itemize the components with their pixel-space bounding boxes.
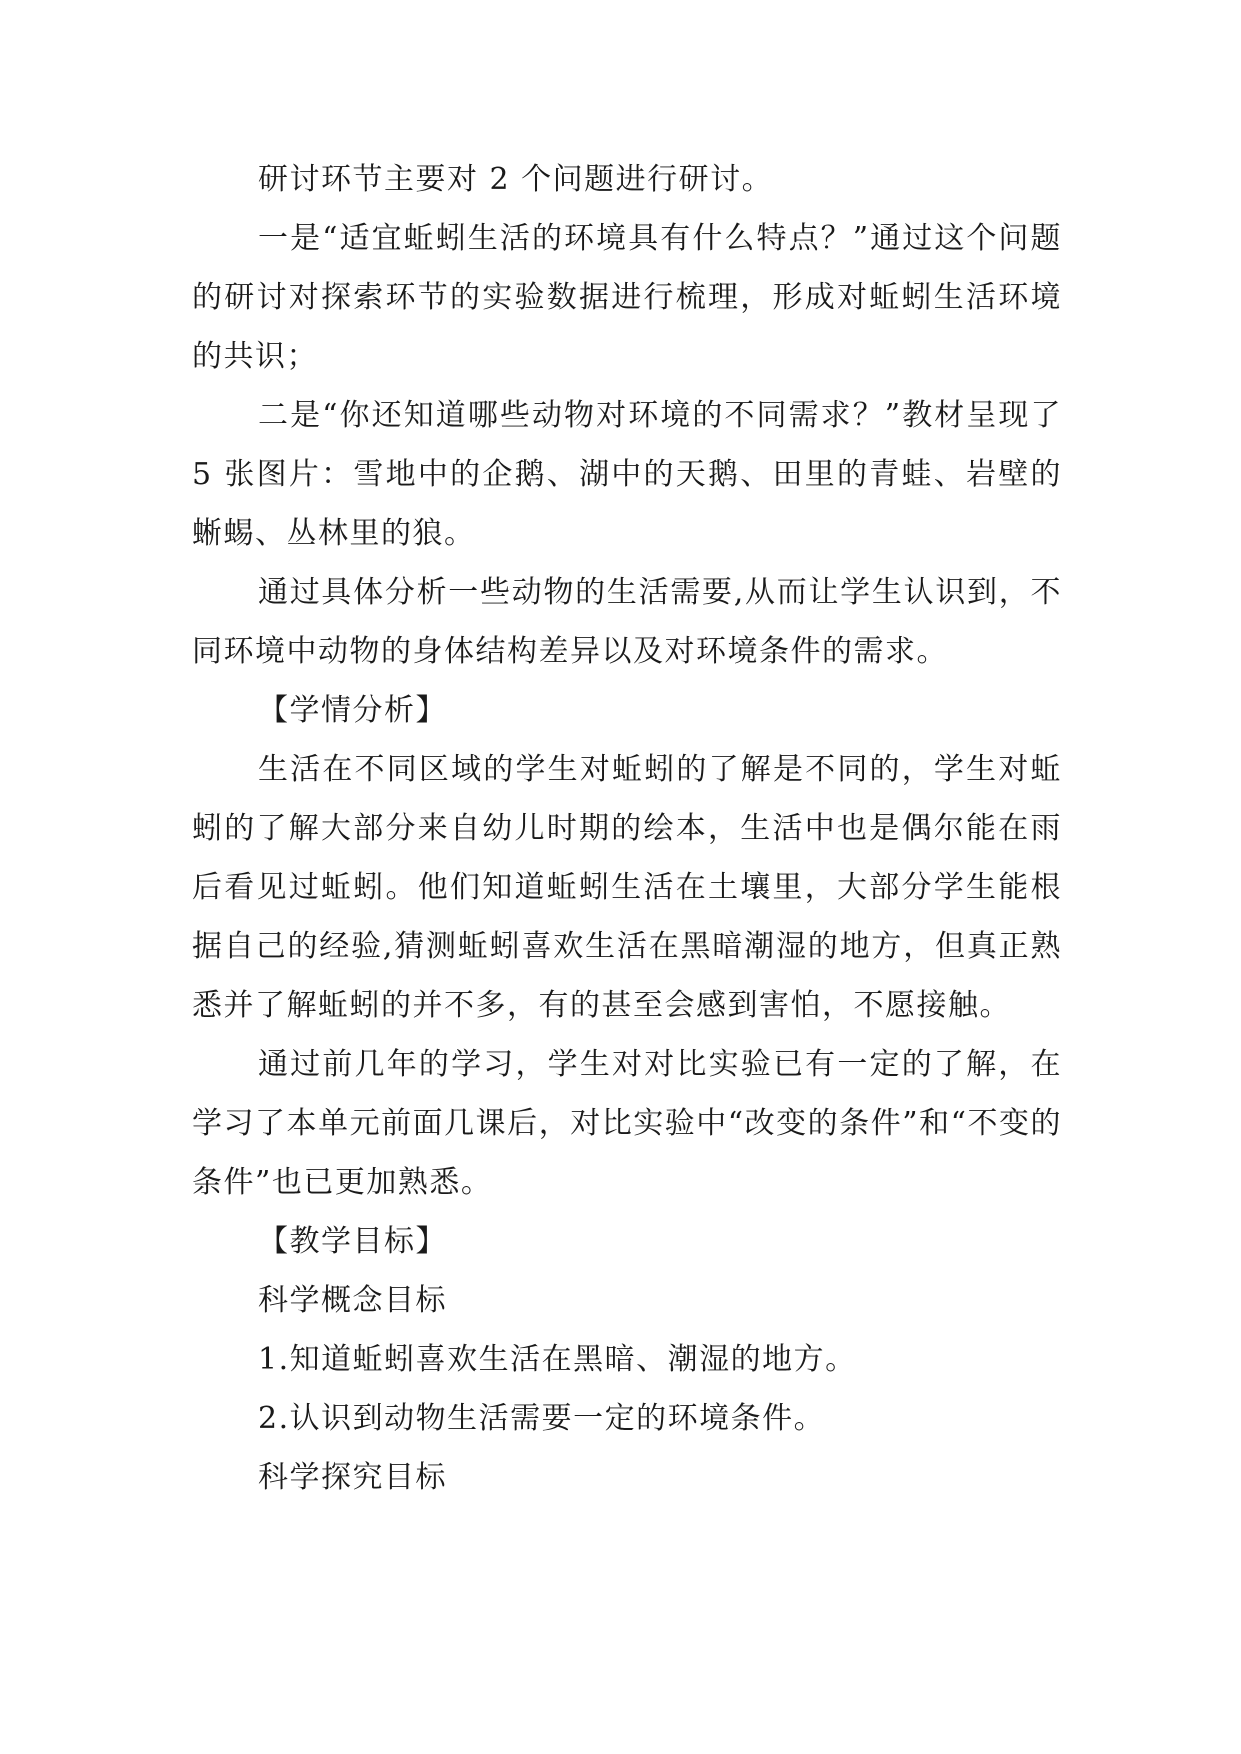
list-item-goal-1: 1.知道蚯蚓喜欢生活在黑暗、潮湿的地方。 [258,1342,857,1377]
list-item-goal-2: 2.认识到动物生活需要一定的环境条件。 [258,1401,826,1436]
paragraph-analysis: 通过具体分析一些动物的生活需要,从而让学生认识到，不同环境中动物的身体结构差异以及对环境条件的需求。 [192,575,1062,669]
subheading-inquiry-goals: 科学探究目标 [258,1460,447,1495]
subheading-concept-goals: 科学概念目标 [258,1283,447,1318]
paragraph-discussion-intro: 研讨环节主要对 2 个问题进行研讨。 [258,162,774,197]
paragraph-question-two: 二是“你还知道哪些动物对环境的不同需求？”教材呈现了 5 张图片：雪地中的企鹅、湖中的天鹅、田里的青蛙、岩壁的蜥蜴、丛林里的狼。 [192,398,1062,551]
paragraph-student-knowledge: 生活在不同区域的学生对蚯蚓的了解是不同的，学生对蚯蚓的了解大部分来自幼儿时期的绘本，生活中也是偶尔能在雨后看见过蚯蚓。他们知道蚯蚓生活在土壤里，大部分学生能根据自己的经验,猜测蚯蚓喜欢生活在黑暗潮湿的地方，但真正熟悉并了解蚯蚓的并不多，有的甚至会感到害怕，不愿接触。 [192,752,1062,1023]
heading-student-analysis: 【学情分析】 [258,693,447,728]
document-body [192,150,1062,1507]
paragraph-prior-learning: 通过前几年的学习，学生对对比实验已有一定的了解，在学习了本单元前面几课后，对比实验中“改变的条件”和“不变的条件”也已更加熟悉。 [192,1047,1062,1200]
paragraph-question-one: 一是“适宜蚯蚓生活的环境具有什么特点？”通过这个问题的研讨对探索环节的实验数据进行梳理，形成对蚯蚓生活环境的共识； [192,221,1062,374]
heading-teaching-goals: 【教学目标】 [258,1224,447,1259]
